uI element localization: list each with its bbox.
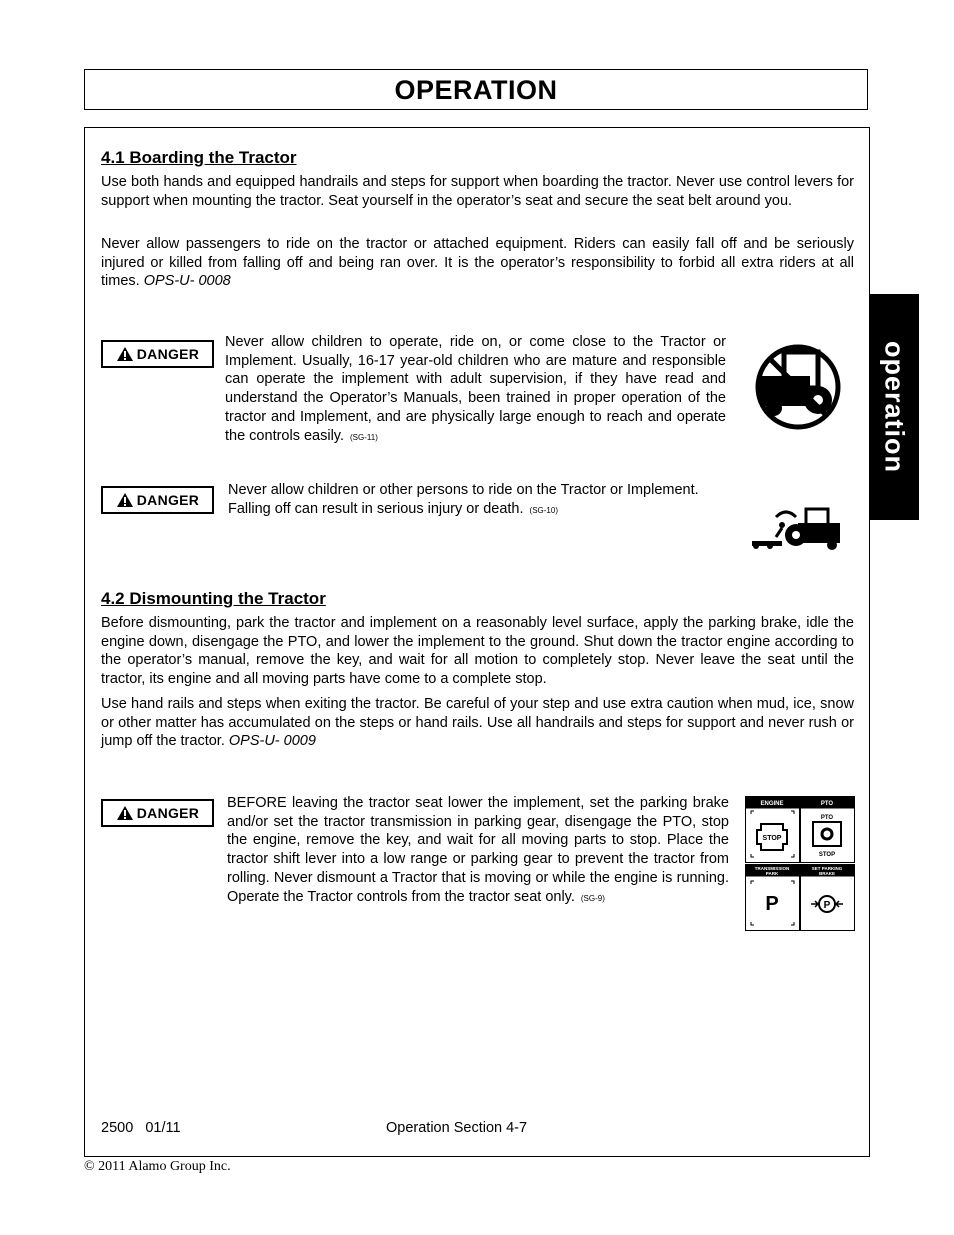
danger-text-dismount: BEFORE leaving the tractor seat lower the implement, set the parking brake and/or set the tractor transmission in parking gear, disengage the PTO, stop the engine, remove the key, and wait for all moving parts to stop. Place the tractor shift lever into a low range or parking gear to prevent the tractor from rolling. Never dismount a Tractor that is moving or while the engine is running. Operate the Tractor controls from the tractor seat only. (SG-9) xyxy=(227,795,729,905)
dismounting-paragraph-2: Use hand rails and steps when exiting the tractor. Be careful of your step and use extra caution when mud, ice, snow or other matter has accumulated on the steps or hand rails. Use all handrails and steps for support and never rush or jump off the tractor. OPS-U- 0009 xyxy=(101,696,854,750)
section-title-boarding: 4.1 Boarding the Tractor xyxy=(101,148,297,167)
pto-label: PTO xyxy=(820,801,834,807)
section-title-dismounting: 4.2 Dismounting the Tractor xyxy=(101,589,326,608)
danger-label: DANGER xyxy=(101,486,214,514)
pto-stop-label: STOP xyxy=(818,852,836,858)
footer-section: Operation Section 4-7 xyxy=(386,1120,528,1136)
brake-label-1: SET PARKING xyxy=(811,866,843,871)
engine-label: ENGINE xyxy=(760,801,784,807)
danger-label: DANGER xyxy=(101,799,214,827)
transmission-label: TRANSMISSION xyxy=(754,866,790,871)
danger-label: DANGER xyxy=(101,340,214,368)
danger-text-children: Never allow children to operate, ride on, or come close to the Tractor or Implement. Usually, 16-17 year-old children who are mature and responsible can operate the implement with adult supervision, if they have read and understand the Operator’s Manuals, been trained in proper operation of the tractor and Implement, and are physically large enough to reach and operate the controls easily. (SG-11) xyxy=(225,334,726,444)
ops-reference: OPS-U- 0008 xyxy=(143,273,231,290)
page-header xyxy=(84,69,868,110)
warning-triangle-icon xyxy=(116,805,134,821)
no-children-tractor-icon xyxy=(754,344,842,430)
danger-text-riders: Never allow children or other persons to ride on the Tractor or Implement. Falling off can result in serious injury or death. (SG-10) xyxy=(228,482,699,517)
warning-triangle-icon xyxy=(116,346,134,362)
side-tab-label: operation xyxy=(879,340,910,474)
park-p-label: P xyxy=(765,893,779,915)
dismounting-paragraph-1: Before dismounting, park the tractor and implement on a reasonably level surface, apply the parking brake, idle the engine down, disengage the PTO, and lower the implement to the ground. Shut down the tractor engine according to the operator’s manual, remove the key, and wait for all motion to completely stop. Never leave the seat until the tractor, its engine and all moving parts have come to a complete stop. xyxy=(101,615,854,688)
warning-triangle-icon xyxy=(116,492,134,508)
brake-p-label: P xyxy=(823,900,831,911)
boarding-paragraph-1: Use both hands and equipped handrails and steps for support when boarding the tractor. Never use control levers for support when mounting the tractor. Seat yourself in the operator’s seat and secure the seat belt around you. xyxy=(101,174,854,209)
boarding-paragraph-2: Never allow passengers to ride on the tractor or attached equipment. Riders can easily fall off and be seriously injured or killed from falling off and being ran over. It is the operator’s responsibility to forbid all extra riders at all times. OPS-U- 0008 xyxy=(101,236,854,290)
engine-stop-label: STOP xyxy=(762,835,782,842)
footer-model-date: 2500 01/11 xyxy=(101,1120,181,1136)
transmission-park-label: PARK xyxy=(765,871,779,876)
ops-reference: OPS-U- 0009 xyxy=(228,733,316,750)
copyright: © 2011 Alamo Group Inc. xyxy=(84,1159,231,1174)
header-title: OPERATION xyxy=(394,75,558,105)
tractor-controls-panel-icon xyxy=(745,796,855,932)
pto-small-label: PTO xyxy=(820,815,834,821)
side-tab xyxy=(869,294,919,520)
rider-falling-tractor-icon xyxy=(746,503,844,551)
brake-label-2: BRAKE xyxy=(818,871,836,876)
